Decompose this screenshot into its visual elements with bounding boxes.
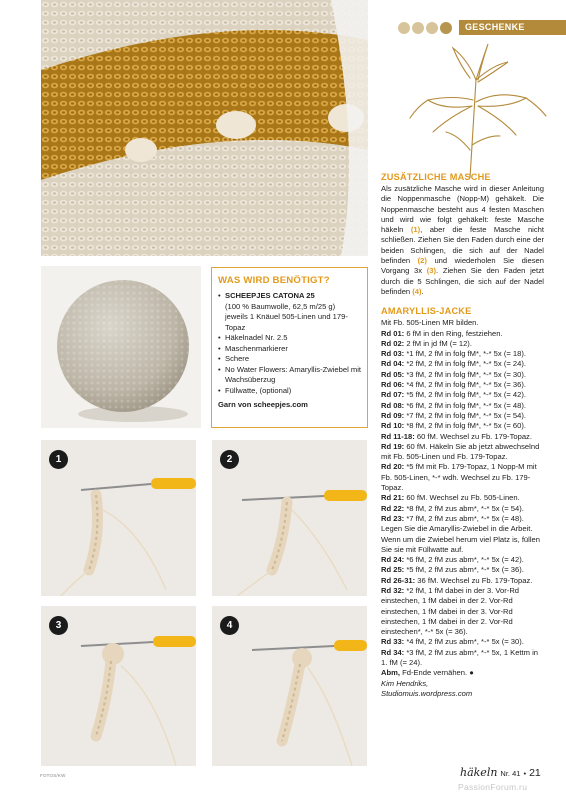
round-label: Abm, (381, 668, 400, 678)
step-number-badge: 1 (49, 450, 68, 469)
round-row (381, 565, 544, 575)
round-text: *4 fM, 2 fM in folg fM*, *-* 5x (= 36). (404, 380, 526, 390)
round-label: Rd 24: (381, 555, 405, 565)
jacket-intro: Mit Fb. 505-Linen MR bilden. (381, 318, 479, 328)
round-label: Rd 26-31: (381, 575, 416, 585)
material-filling: • Füllwatte, (optional) (218, 386, 361, 397)
yarn-name: SCHEEPJES CATONA 25 (225, 291, 315, 300)
jacket-heading: AMARYLLIS-JACKE (381, 306, 472, 317)
round-row (381, 370, 544, 380)
round-row (381, 462, 544, 493)
step-number-badge: 4 (220, 616, 239, 635)
round-text: 36 fM. Wechsel zu Fb. 179-Topaz. (415, 575, 533, 585)
round-row (381, 442, 544, 463)
round-label: Rd 11-18: (381, 431, 415, 441)
round-row (381, 411, 544, 421)
round-label: Rd 08: (381, 400, 405, 410)
round-text: 60 fM. Häkeln Sie ab jetzt abwechselnd mit Fb. 505-Linen und Fb. 179-Topaz. (381, 441, 540, 462)
round-text: *8 fM, 2 fM in folg fM*, *-* 5x (= 60). (404, 421, 526, 431)
round-text: *3 fM, 2 fM zus abm*, *-* 5x, 1 Kettm in 1. fM (= 24). (381, 647, 538, 668)
round-label: Rd 25: (381, 565, 405, 575)
round-text: 6 fM in den Ring, festziehen. (404, 328, 503, 338)
round-row (381, 586, 544, 637)
round-text: *6 fM, 2 fM zus abm*, *-* 5x (= 42). (404, 555, 524, 565)
round-label: Rd 19: (381, 441, 405, 451)
round-label: Rd 06: (381, 380, 405, 390)
photo-credit: FOTOS/KW (40, 773, 66, 778)
round-row (381, 514, 544, 524)
round-text: 60 fM. Wechsel zu Fb. 179-Topaz. (414, 431, 532, 441)
text-run: , aber die feste Masche nicht schließen. Ziehen Sie den Faden durch eine der beiden Schlingen, die sich auf der Nadel befinden (381, 225, 544, 266)
section-dot (426, 22, 438, 34)
yarn-colors: jeweils 1 Knäuel 505-Linen und 179-Topaz (225, 312, 348, 332)
round-row (381, 555, 544, 565)
page-footer (460, 766, 541, 779)
round-text: *7 fM, 2 fM in folg fM*, *-* 5x (= 54). (404, 410, 526, 420)
step-ref: (2) (417, 256, 427, 266)
round-text: Fd-Ende vernähen. ● (399, 668, 474, 678)
instructions-column (381, 172, 544, 699)
round-text: *5 fM mit Fb. 179-Topaz, 1 Nopp-M mit Fb. 505-Linen, *-* wdh. Wechsel zu Fb. 179-Topaz. (381, 462, 537, 493)
step-photo-2 (212, 440, 367, 596)
author-site: Studiomuis.wordpress.com (381, 688, 473, 698)
step-number-badge: 3 (49, 616, 68, 635)
round-row (381, 380, 544, 390)
text-run: . (421, 286, 424, 296)
round-text: *4 fM, 2 fM zus abm*, *-* 5x (= 30). (404, 637, 524, 647)
round-row (381, 432, 544, 442)
round-row (381, 668, 544, 678)
materials-list (218, 291, 361, 396)
step-ref: (1) (410, 225, 421, 235)
material-bulb: • No Water Flowers: Amaryllis-Zwiebel mit Wachsüberzug (218, 365, 361, 386)
yarn-detail: (100 % Baumwolle, 62,5 m/25 g) (225, 301, 336, 311)
watermark: PassionForum.ru (458, 782, 528, 792)
round-label: Rd 05: (381, 369, 405, 379)
extra-stitch-heading: ZUSÄTZLICHE MASCHE (381, 172, 491, 182)
text-run: Als zusätzliche Masche wird in dieser Anleitung die Noppenmasche (Nopp-M) gehäkelt. Die Noppenmasche besteht aus 4 festen Maschen und wird wie folgt gehäkelt: feste Masche häkeln (381, 184, 544, 235)
round-row (381, 504, 544, 514)
material-hook: • Häkelnadel Nr. 2.5 (218, 333, 361, 344)
round-text: *2 fM, 2 fM in folg fM*, *-* 5x (= 24). (404, 359, 526, 369)
materials-title: WAS WIRD BENÖTIGT? (218, 275, 330, 286)
round-label: Rd 33: (381, 637, 405, 647)
material-marker: • Maschenmarkierer (218, 344, 361, 355)
round-label: Rd 01: (381, 328, 405, 338)
footer-bullet: • (523, 769, 527, 778)
round-label: Rd 32: (381, 585, 405, 595)
round-text: *5 fM, 2 fM zus abm*, *-* 5x (= 36). (404, 565, 524, 575)
yarn-source: Garn von scheepjes.com (218, 400, 308, 409)
section-dot (398, 22, 410, 34)
round-text: 2 fM in jd fM (= 12). (404, 338, 472, 348)
round-text: *1 fM, 2 fM in folg fM*, *-* 5x (= 18). (404, 349, 526, 359)
round-label: Rd 09: (381, 410, 405, 420)
round-label: Rd 34: (381, 647, 405, 657)
round-row (381, 421, 544, 431)
step-photo-4 (212, 606, 367, 766)
round-label: Rd 07: (381, 390, 405, 400)
step-photo-3 (41, 606, 196, 766)
round-row (381, 390, 544, 400)
round-text: *5 fM, 2 fM in folg fM*, *-* 5x (= 42). (404, 390, 526, 400)
materials-box (211, 267, 368, 428)
round-row (381, 576, 544, 586)
section-dot-active (440, 22, 452, 34)
hero-photo-crochet-jacket (41, 0, 368, 256)
round-label: Rd 04: (381, 359, 405, 369)
round-text: *3 fM, 2 fM in folg fM*, *-* 5x (= 30). (404, 369, 526, 379)
section-dots (398, 22, 452, 34)
material-scissors: • Schere (218, 354, 361, 365)
round-row (381, 401, 544, 411)
round-row (381, 493, 544, 503)
step-ref: (3) (426, 266, 437, 276)
magazine-name: häkeln (460, 766, 498, 779)
round-row (381, 648, 544, 669)
step-photo-1 (41, 440, 196, 596)
text-run: und wiederholen Sie diesen Vorgang 3x (381, 256, 544, 276)
round-text: Legen Sie die Amaryllis-Zwiebel in die Arbeit. Wenn um die Zwiebel herum viel Platz is, füllen Sie sie mit Füllwatte auf. (381, 524, 540, 554)
amaryllis-flower-icon (398, 40, 558, 178)
round-text: 60 fM. Wechsel zu Fb. 505-Linen. (404, 493, 520, 503)
crochet-ball-photo (41, 266, 201, 428)
round-label: Rd 10: (381, 421, 405, 431)
round-row (381, 359, 544, 369)
page-number: 21 (529, 767, 541, 779)
section-dot (412, 22, 424, 34)
text-run: . Ziehen Sie den Faden jetzt durch die 5 Schlingen, die sich auf der Nadel befinden (381, 266, 544, 296)
round-label: Rd 23: (381, 513, 405, 523)
round-list (381, 329, 544, 679)
round-text: *2 fM, 1 fM dabei in der 3. Vor-Rd einstechen, 1 fM dabei in der 2. Vor-Rd einstechen, 1 fM dabei in der 3. Vor-Rd einstechen, 1 fM dabei in der 2. Vor-Rd einstechen*, *-* 5x (= 36). (381, 585, 520, 637)
round-label: Rd 03: (381, 349, 405, 359)
round-text: *6 fM, 2 fM in folg fM*, *-* 5x (= 48). (404, 400, 526, 410)
round-row (381, 329, 544, 339)
round-label: Rd 22: (381, 503, 405, 513)
section-tag: GESCHENKE (459, 20, 566, 35)
issue-number: Nr. 41 (500, 769, 521, 778)
round-label: Rd 21: (381, 493, 405, 503)
author-name: Kim Hendriks, (381, 678, 429, 688)
round-label: Rd 20: (381, 462, 405, 472)
extra-stitch-text (381, 184, 544, 297)
round-text: *7 fM, 2 fM zus abm*, *-* 5x (= 48). (404, 513, 524, 523)
material-yarn (218, 291, 361, 333)
step-ref: (4) (412, 286, 422, 296)
round-row (381, 339, 544, 349)
round-text: *8 fM, 2 fM zus abm*, *-* 5x (= 54). (404, 503, 524, 513)
step-number-badge: 2 (220, 450, 239, 469)
round-row (381, 349, 544, 359)
round-row (381, 524, 544, 555)
round-row (381, 637, 544, 647)
round-label: Rd 02: (381, 338, 405, 348)
